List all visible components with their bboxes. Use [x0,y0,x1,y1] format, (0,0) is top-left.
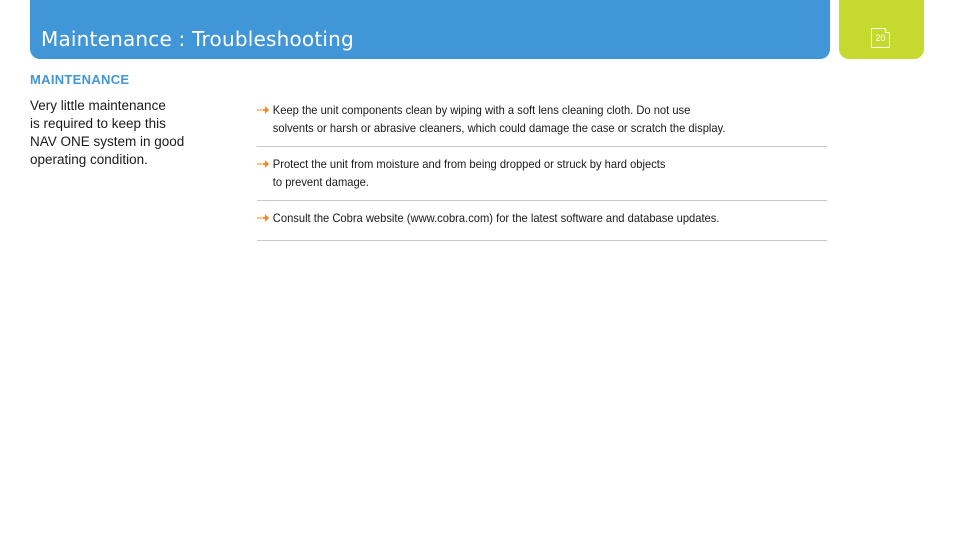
section-heading: MAINTENANCE [30,72,130,87]
page-number: 20 [875,33,886,43]
list-item [257,201,827,241]
bullet-text [273,209,827,227]
header-bar [30,0,830,59]
bullet-line: Protect the unit from moisture and from being dropped or struck by hard objects [272,157,666,171]
page-number-tab [839,0,924,59]
intro-line: Very little maintenance [30,98,166,113]
bullet-line: to prevent damage. [272,175,369,189]
list-item [257,93,827,147]
page-icon [871,28,890,48]
bullet-text [273,101,827,137]
intro-line: NAV ONE system in good [30,134,185,149]
arrow-bullet-icon [257,155,270,173]
bullet-line: Keep the unit components clean by wiping with a soft lens cleaning cloth. Do not use [272,103,691,117]
page-title: Maintenance : Troubleshooting [41,27,354,51]
bullet-line: Consult the Cobra website (www.cobra.com) for the latest software and database updates. [272,211,720,225]
intro-paragraph [30,97,230,169]
arrow-bullet-icon [257,209,270,227]
bullet-line: solvents or harsh or abrasive cleaners, which could damage the case or scratch the display. [272,121,726,135]
arrow-bullet-icon [257,101,270,119]
intro-line: is required to keep this [30,116,166,131]
maintenance-bullet-list [257,93,811,241]
bullet-text [273,155,827,191]
intro-line: operating condition. [30,152,148,167]
list-item [257,147,827,201]
